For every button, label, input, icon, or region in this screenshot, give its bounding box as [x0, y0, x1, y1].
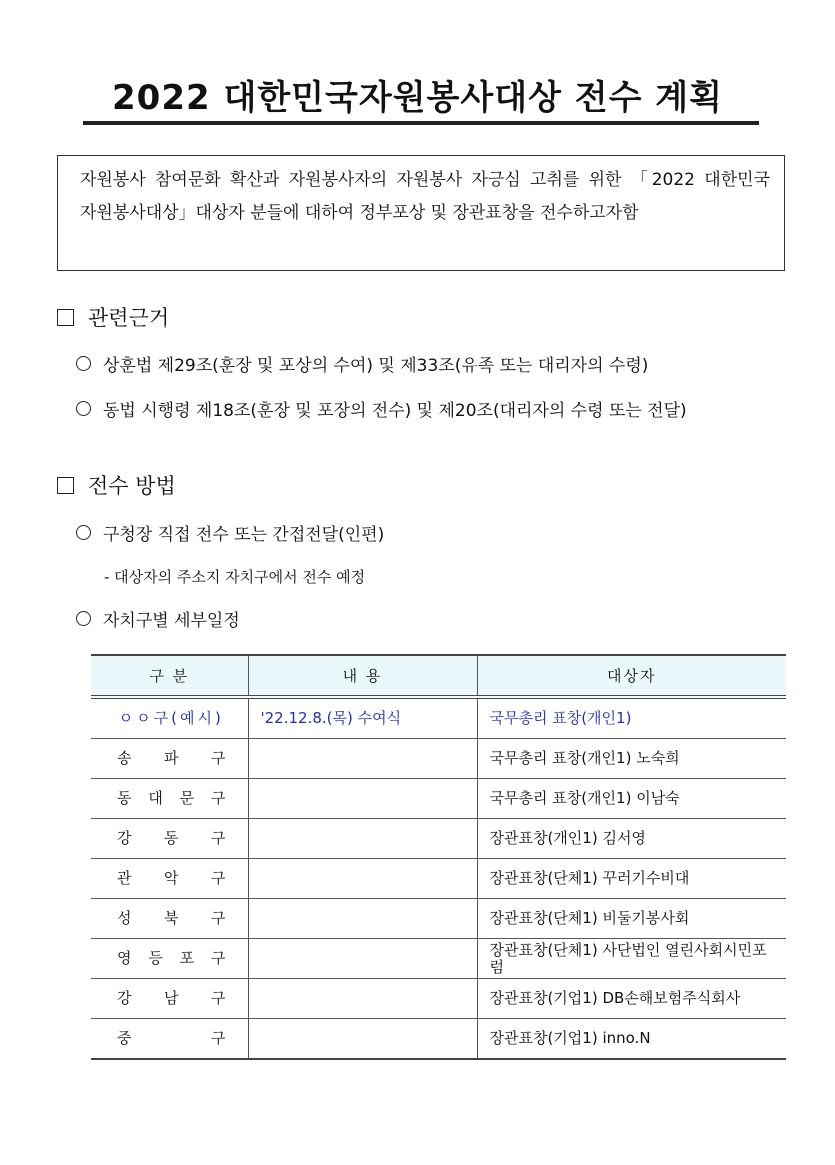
square-bullet-icon	[57, 309, 74, 326]
district-char: 구	[211, 829, 226, 847]
content-cell	[248, 779, 477, 819]
column-header-target: 대상자	[477, 655, 786, 697]
district-char: 관	[117, 869, 132, 887]
circle-bullet-icon	[76, 525, 91, 540]
district-cell	[91, 779, 248, 819]
table-row	[91, 1019, 786, 1060]
district-name	[103, 830, 236, 847]
district-cell	[91, 939, 248, 979]
circle-bullet-icon	[76, 356, 91, 371]
target-cell: 국무총리 표창(개인1) 이남숙	[477, 779, 786, 819]
district-name	[103, 750, 236, 767]
target-cell: 장관표창(기업1) inno.N	[477, 1019, 786, 1060]
schedule-table	[91, 654, 786, 1060]
district-char: 문	[179, 789, 195, 807]
table-row	[91, 779, 786, 819]
district-char: 구	[211, 989, 226, 1007]
section-heading: 관련근거	[88, 306, 170, 330]
district-char: 남	[164, 989, 179, 1007]
content-cell: '22.12.8.(목) 수여식	[248, 697, 477, 739]
district-cell	[91, 697, 248, 739]
district-char: 대	[148, 789, 163, 807]
district-char: 동	[117, 789, 132, 807]
district-char: 북	[164, 909, 179, 927]
table-row	[91, 697, 786, 739]
district-name	[103, 1030, 236, 1047]
district-name	[103, 950, 236, 967]
district-name	[103, 870, 236, 887]
target-cell: 장관표창(기업1) DB손해보험주식회사	[477, 979, 786, 1019]
district-char: 강	[117, 989, 132, 1007]
district-char: 강	[117, 829, 132, 847]
column-header-district: 구 분	[91, 655, 248, 697]
list-item	[76, 520, 384, 545]
content-cell	[248, 739, 477, 779]
target-cell: 국무총리 표창(개인1)	[477, 697, 786, 739]
content-cell	[248, 939, 477, 979]
district-char: 구	[211, 869, 226, 887]
table-header-row	[91, 655, 786, 697]
table-row	[91, 979, 786, 1019]
district-cell	[91, 899, 248, 939]
target-cell: 장관표창(단체1) 사단법인 열린사회시민포럼	[477, 939, 786, 979]
district-char: 성	[117, 909, 132, 927]
district-name: ㅇㅇ구(예시)	[118, 709, 224, 727]
district-char: 송	[117, 749, 132, 767]
target-cell: 장관표창(개인1) 김서영	[477, 819, 786, 859]
section-heading: 전수 방법	[88, 474, 176, 498]
section-legal-basis	[57, 302, 169, 332]
section-delivery-method	[57, 470, 176, 500]
district-char: 구	[210, 789, 226, 807]
district-char: 등	[148, 949, 163, 967]
content-cell	[248, 899, 477, 939]
district-char: 포	[179, 949, 195, 967]
table-row	[91, 819, 786, 859]
district-char: 구	[210, 949, 226, 967]
target-cell: 장관표창(단체1) 꾸러기수비대	[477, 859, 786, 899]
table-row	[91, 739, 786, 779]
district-name	[103, 910, 236, 927]
column-header-content: 내 용	[248, 655, 477, 697]
district-char: 영	[117, 949, 132, 967]
district-cell	[91, 979, 248, 1019]
district-char: 동	[164, 829, 179, 847]
list-item	[76, 351, 648, 376]
district-char: 악	[164, 869, 179, 887]
list-item-text: 구청장 직접 전수 또는 간접전달(인편)	[103, 525, 385, 545]
district-cell	[91, 739, 248, 779]
target-cell: 국무총리 표창(개인1) 노숙희	[477, 739, 786, 779]
list-item-text: 자치구별 세부일정	[103, 611, 240, 631]
district-cell	[91, 1019, 248, 1060]
district-char: 구	[211, 749, 226, 767]
circle-bullet-icon	[76, 401, 91, 416]
district-char: 구	[211, 1029, 226, 1047]
district-name	[103, 990, 236, 1007]
list-item	[76, 396, 687, 421]
district-char: 중	[117, 1029, 132, 1047]
sub-list-item: - 대상자의 주소지 자치구에서 전수 예정	[104, 568, 366, 586]
table-row	[91, 939, 786, 979]
content-cell	[248, 819, 477, 859]
content-cell	[248, 979, 477, 1019]
square-bullet-icon	[57, 477, 74, 494]
list-item	[76, 606, 240, 631]
district-name	[103, 790, 236, 807]
table-row	[91, 899, 786, 939]
target-cell: 장관표창(단체1) 비둘기봉사회	[477, 899, 786, 939]
district-char: 파	[164, 749, 179, 767]
title-underline	[83, 121, 759, 125]
content-cell	[248, 1019, 477, 1060]
list-item-text: 동법 시행령 제18조(훈장 및 포장의 전수) 및 제20조(대리자의 수령 또는 전달)	[103, 401, 687, 421]
table-row	[91, 859, 786, 899]
summary-box: 자원봉사 참여문화 확산과 자원봉사자의 자원봉사 자긍심 고취를 위한 「2022 대한민국 자원봉사대상」대상자 분들에 대하여 정부포상 및 장관표창을 전수하고자함	[57, 155, 785, 271]
content-cell	[248, 859, 477, 899]
circle-bullet-icon	[76, 611, 91, 626]
district-cell	[91, 859, 248, 899]
district-cell	[91, 819, 248, 859]
page-title: 2022 대한민국자원봉사대상 전수 계획	[112, 78, 723, 118]
list-item-text: 상훈법 제29조(훈장 및 포상의 수여) 및 제33조(유족 또는 대리자의 수령)	[103, 356, 649, 376]
district-char: 구	[211, 909, 226, 927]
